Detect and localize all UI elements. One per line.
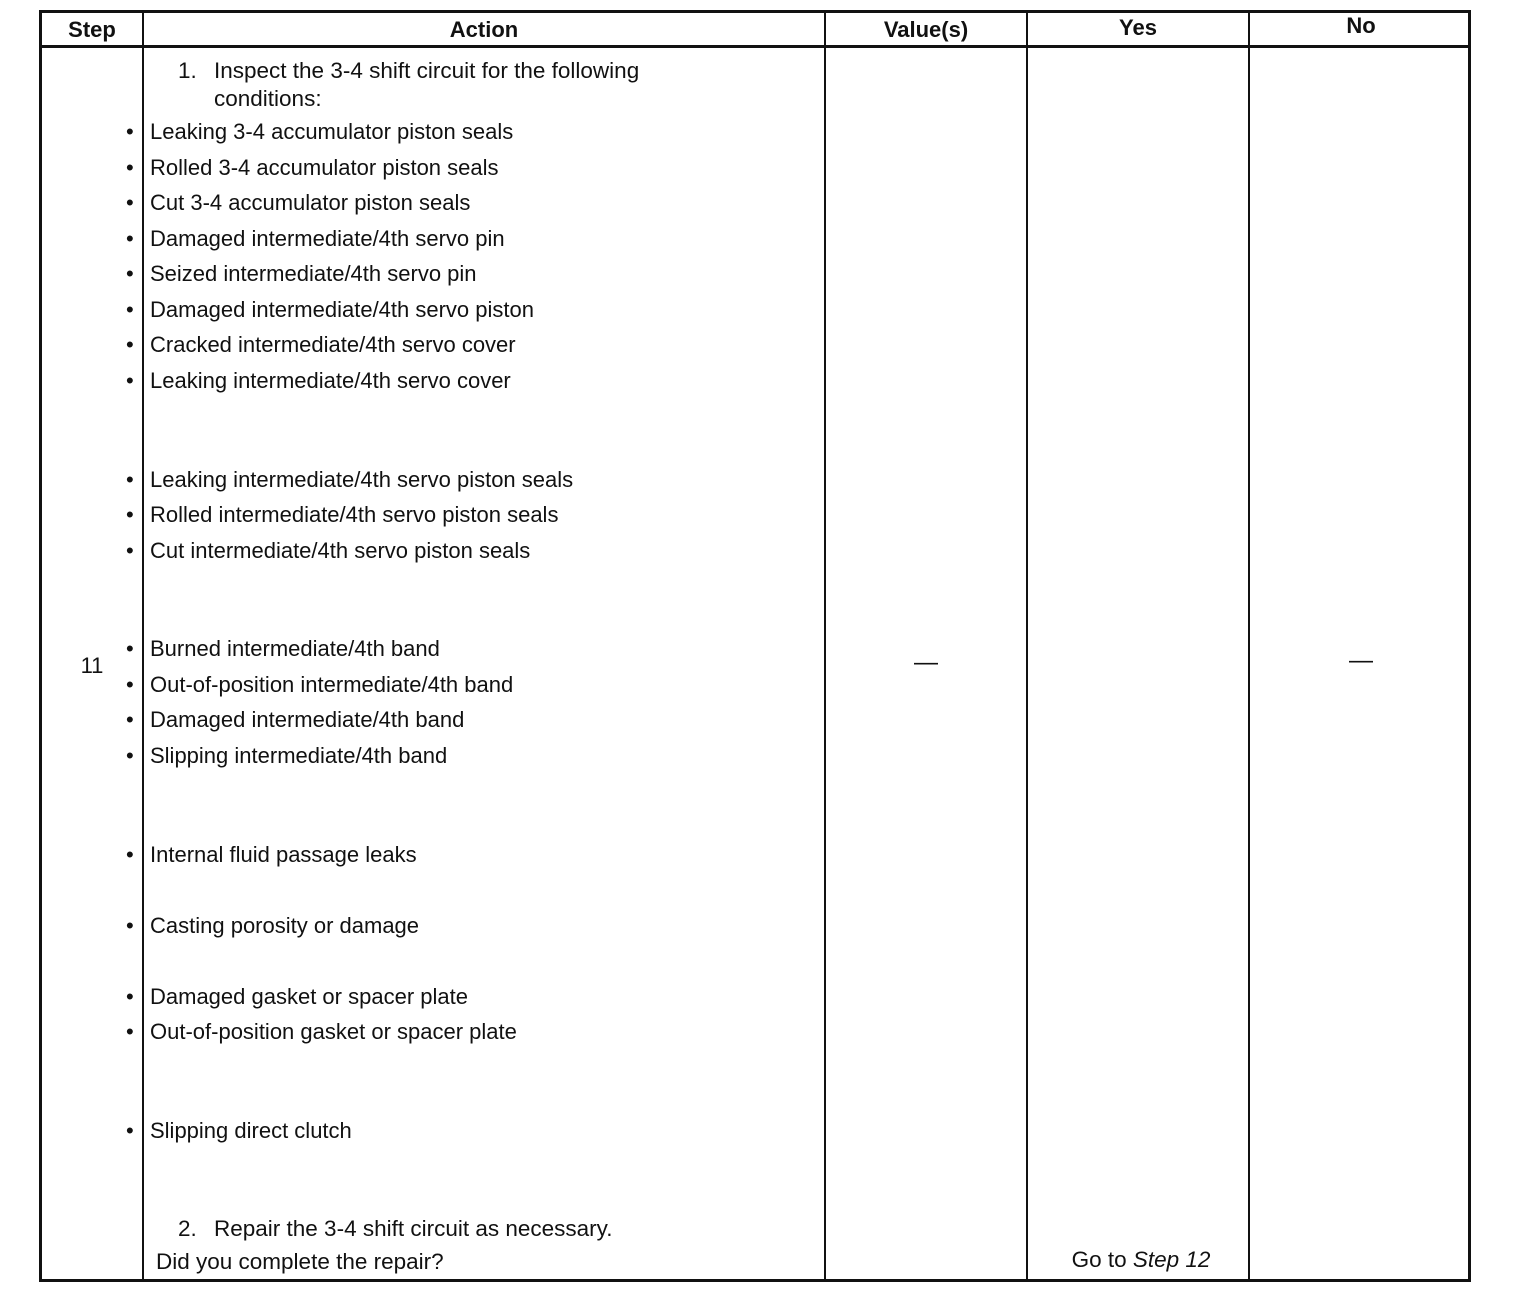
action-item-number: 2. xyxy=(178,1216,197,1241)
yes-cell xyxy=(1030,1247,1252,1273)
header-divider xyxy=(42,45,1468,48)
header-action: Action xyxy=(449,17,519,42)
condition-bullet: • Out-of-position intermediate/4th band xyxy=(150,672,513,698)
action-item-text: conditions: xyxy=(214,86,322,111)
condition-bullet: • Leaking intermediate/4th servo cover xyxy=(150,368,511,394)
yes-prefix: Go to xyxy=(1071,1247,1133,1272)
column-divider xyxy=(824,13,826,1279)
condition-bullet: • Cut intermediate/4th servo piston seals xyxy=(150,538,530,564)
action-item-number: 1. xyxy=(178,58,197,83)
header-values: Value(s) xyxy=(883,17,969,42)
no-cell: — xyxy=(1349,647,1373,674)
values-cell: — xyxy=(914,649,938,676)
step-12-link[interactable]: Step 12 xyxy=(1132,1247,1211,1272)
action-item-1 xyxy=(146,57,826,113)
condition-bullet: • Internal fluid passage leaks xyxy=(150,842,417,868)
condition-bullet: • Cut 3-4 accumulator piston seals xyxy=(150,190,470,216)
condition-bullet: • Damaged intermediate/4th servo piston xyxy=(150,297,534,323)
column-divider xyxy=(142,13,144,1279)
condition-bullet: • Leaking intermediate/4th servo piston seals xyxy=(150,467,573,493)
condition-bullet: • Rolled 3-4 accumulator piston seals xyxy=(150,155,499,181)
header-no: No xyxy=(1346,13,1376,38)
column-divider xyxy=(1026,13,1028,1279)
condition-bullet: • Slipping direct clutch xyxy=(150,1118,352,1144)
condition-bullet: • Casting porosity or damage xyxy=(150,913,419,939)
condition-bullet: • Seized intermediate/4th servo pin xyxy=(150,261,477,287)
condition-bullet: • Cracked intermediate/4th servo cover xyxy=(150,332,516,358)
header-yes: Yes xyxy=(1119,15,1157,40)
condition-bullet: • Rolled intermediate/4th servo piston seals xyxy=(150,502,558,528)
condition-bullet: • Leaking 3-4 accumulator piston seals xyxy=(150,119,513,145)
step-number: 11 xyxy=(80,653,104,678)
question-text: Did you complete the repair? xyxy=(156,1249,444,1274)
diagnostic-table xyxy=(39,10,1471,1282)
condition-bullet: • Damaged intermediate/4th band xyxy=(150,707,464,733)
condition-bullet: • Damaged intermediate/4th servo pin xyxy=(150,226,505,252)
action-item-text: Inspect the 3-4 shift circuit for the following xyxy=(214,58,640,83)
action-item-2 xyxy=(146,1215,826,1243)
action-cell xyxy=(146,57,826,113)
condition-bullet: • Burned intermediate/4th band xyxy=(150,636,440,662)
condition-bullet: • Slipping intermediate/4th band xyxy=(150,743,447,769)
condition-bullet: • Damaged gasket or spacer plate xyxy=(150,984,468,1010)
column-divider xyxy=(1248,13,1250,1279)
action-item-text: Repair the 3-4 shift circuit as necessary. xyxy=(214,1216,613,1241)
header-step: Step xyxy=(68,17,116,42)
condition-bullet: • Out-of-position gasket or spacer plate xyxy=(150,1019,517,1045)
